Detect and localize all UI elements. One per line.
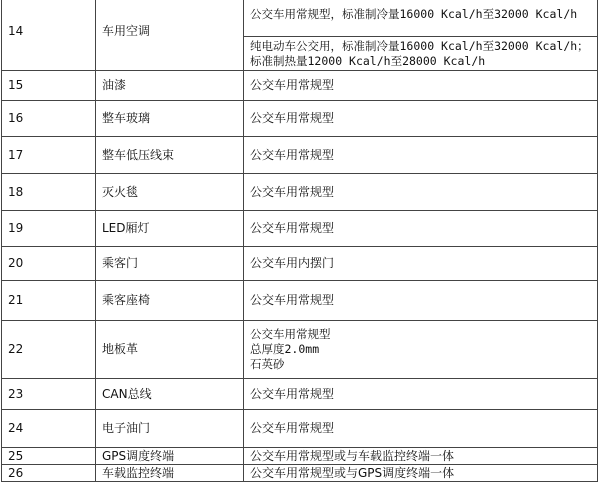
table-row	[2, 71, 598, 101]
spec-cell: 公交车用常规型	[244, 281, 598, 321]
table-row	[2, 247, 598, 281]
row-number: 14	[2, 0, 96, 71]
table-row	[2, 174, 598, 211]
item-name: 乘客座椅	[96, 281, 244, 321]
spec-cell: 公交车用常规型	[244, 211, 598, 247]
item-name: GPS调度终端	[96, 448, 244, 465]
row-number: 23	[2, 379, 96, 410]
table-row	[2, 137, 598, 174]
table-row	[2, 281, 598, 321]
spec-cell: 公交车用常规型，标准制冷量16000 Kcal/h至32000 Kcal/h	[244, 0, 598, 37]
row-number: 22	[2, 321, 96, 379]
spec-cell: 公交车用常规型	[244, 174, 598, 211]
row-number: 15	[2, 71, 96, 101]
spec-cell: 纯电动车公交用，标准制冷量16000 Kcal/h至32000 Kcal/h；标准制热量12000 Kcal/h至28000 Kcal/h	[244, 37, 598, 71]
table-row	[2, 448, 598, 465]
row-number: 25	[2, 448, 96, 465]
spec-line: 公交车用常规型	[250, 327, 331, 341]
row-number: 19	[2, 211, 96, 247]
spec-cell: 公交车用常规型或与GPS调度终端一体	[244, 465, 598, 482]
table-row	[2, 0, 598, 37]
row-number: 26	[2, 465, 96, 482]
item-name: LED厢灯	[96, 211, 244, 247]
item-name: 地板革	[96, 321, 244, 379]
item-name: 车载监控终端	[96, 465, 244, 482]
row-number: 18	[2, 174, 96, 211]
item-name: 乘客门	[96, 247, 244, 281]
row-number: 17	[2, 137, 96, 174]
row-number: 16	[2, 101, 96, 137]
item-name: 车用空调	[96, 0, 244, 71]
spec-cell: 公交车用内摆门	[244, 247, 598, 281]
spec-line: 总厚度2.0mm	[250, 342, 320, 356]
table-row	[2, 211, 598, 247]
spec-cell: 公交车用常规型	[244, 137, 598, 174]
item-name: 电子油门	[96, 410, 244, 448]
spec-cell	[244, 321, 598, 379]
item-name: 整车低压线束	[96, 137, 244, 174]
item-name: 整车玻璃	[96, 101, 244, 137]
item-name: 灭火毯	[96, 174, 244, 211]
spec-cell: 公交车用常规型	[244, 101, 598, 137]
spec-cell: 公交车用常规型或与车载监控终端一体	[244, 448, 598, 465]
item-name: CAN总线	[96, 379, 244, 410]
table-row	[2, 101, 598, 137]
spec-line: 石英砂	[250, 357, 285, 371]
table-row	[2, 321, 598, 379]
table-row	[2, 379, 598, 410]
spec-cell: 公交车用常规型	[244, 379, 598, 410]
item-name: 油漆	[96, 71, 244, 101]
row-number: 24	[2, 410, 96, 448]
spec-cell: 公交车用常规型	[244, 410, 598, 448]
row-number: 20	[2, 247, 96, 281]
table-row	[2, 410, 598, 448]
row-number: 21	[2, 281, 96, 321]
spec-table	[1, 0, 598, 482]
spec-cell: 公交车用常规型	[244, 71, 598, 101]
table-row	[2, 465, 598, 482]
